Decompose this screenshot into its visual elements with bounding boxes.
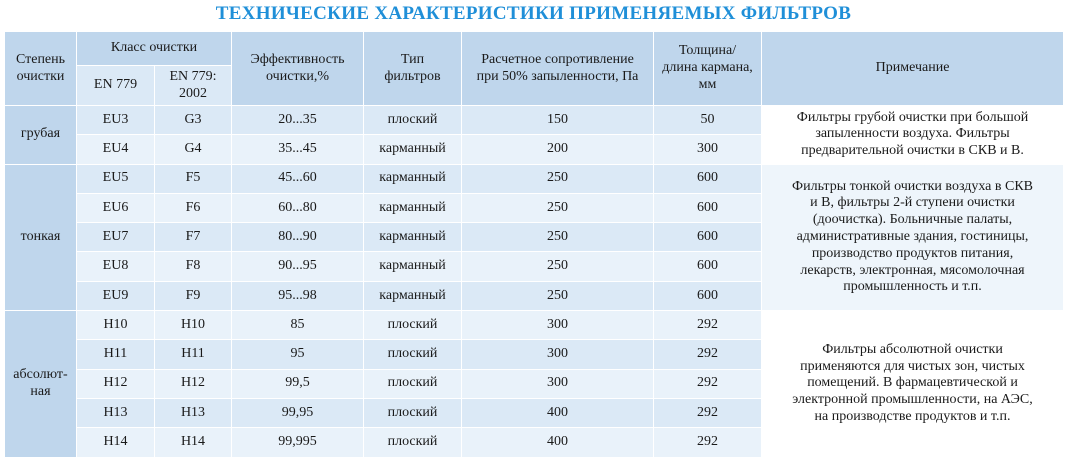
cell-efficiency: 90...95: [232, 252, 364, 281]
cell-efficiency: 80...90: [232, 223, 364, 252]
degree-cell: [5, 106, 77, 165]
cell-line: производство продуктов питания,: [811, 245, 1014, 261]
cell-resistance: 250: [462, 281, 654, 310]
cell-en779-2002: F8: [155, 252, 232, 281]
cell-resistance: 250: [462, 164, 654, 193]
cell-en779-2002: F5: [155, 164, 232, 193]
cell-line: очистки: [16, 68, 65, 84]
cell-thickness: 600: [654, 193, 762, 222]
cell-resistance: 400: [462, 398, 654, 427]
cell-thickness: 292: [654, 311, 762, 340]
cell-line: грубая: [20, 126, 61, 142]
cell-type: плоский: [364, 398, 462, 427]
header-en779-2002: [155, 66, 232, 106]
note-cell: [762, 164, 1064, 310]
cell-line: Примечание: [875, 60, 950, 76]
cell-thickness: 600: [654, 223, 762, 252]
cell-line: Толщина/: [678, 43, 737, 59]
cell-en779: EU7: [77, 223, 155, 252]
page-title: ТЕХНИЧЕСКИЕ ХАРАКТЕРИСТИКИ ПРИМЕНЯЕМЫХ ФИЛЬТРОВ: [215, 3, 852, 24]
header-thickness: [654, 32, 762, 106]
cell-type: плоский: [364, 311, 462, 340]
degree-cell: [5, 164, 77, 310]
cell-thickness: 292: [654, 369, 762, 398]
header-type: [364, 32, 462, 106]
cell-line: помещений. В фармацевтической и: [807, 375, 1018, 391]
cell-line: тонкая: [20, 228, 61, 244]
cell-en779: EU9: [77, 281, 155, 310]
cell-en779-2002: H13: [155, 398, 232, 427]
cell-type: карманный: [364, 135, 462, 164]
cell-efficiency: 99,995: [232, 428, 364, 457]
cell-thickness: 600: [654, 252, 762, 281]
cell-en779-2002: F7: [155, 223, 232, 252]
cell-efficiency: 99,95: [232, 398, 364, 427]
table-row: [5, 164, 1064, 193]
cell-en779: H11: [77, 340, 155, 369]
table-row: [5, 106, 1064, 135]
filters-table: [4, 31, 1064, 458]
cell-type: плоский: [364, 106, 462, 135]
cell-efficiency: 20...35: [232, 106, 364, 135]
cell-resistance: 200: [462, 135, 654, 164]
header-degree: [5, 32, 77, 106]
cell-line: Тип: [400, 51, 425, 67]
cell-en779: H10: [77, 311, 155, 340]
cell-type: карманный: [364, 223, 462, 252]
cell-resistance: 400: [462, 428, 654, 457]
cell-line: запыленности воздуха. Фильтры: [815, 126, 1010, 142]
header-row: [5, 32, 1064, 66]
cell-line: (доочистка). Больничные палаты,: [812, 212, 1013, 228]
header-efficiency: [232, 32, 364, 106]
header-en779: [77, 66, 155, 106]
cell-resistance: 300: [462, 369, 654, 398]
cell-line: Эффективность: [250, 51, 345, 67]
cell-thickness: 292: [654, 428, 762, 457]
cell-efficiency: 35...45: [232, 135, 364, 164]
cell-line: при 50% запыленности, Па: [476, 68, 639, 84]
cell-en779: EU5: [77, 164, 155, 193]
cell-line: применяются для чистых зон, чистых: [800, 358, 1025, 374]
cell-line: фильтров: [384, 68, 441, 84]
cell-type: карманный: [364, 281, 462, 310]
cell-line: Класс очистки: [110, 40, 198, 56]
table-body: [5, 106, 1064, 458]
cell-line: Степень: [15, 51, 66, 67]
cell-line: Фильтры абсолютной очистки: [822, 341, 1003, 357]
cell-type: плоский: [364, 369, 462, 398]
cell-en779-2002: G4: [155, 135, 232, 164]
cell-efficiency: 45...60: [232, 164, 364, 193]
cell-thickness: 600: [654, 164, 762, 193]
cell-en779-2002: G3: [155, 106, 232, 135]
cell-en779: H13: [77, 398, 155, 427]
cell-type: карманный: [364, 193, 462, 222]
cell-line: электронной промышленности, на АЭС,: [792, 392, 1033, 408]
cell-efficiency: 95...98: [232, 281, 364, 310]
cell-type: плоский: [364, 340, 462, 369]
note-cell: [762, 311, 1064, 457]
cell-line: Фильтры грубой очистки при большой: [796, 109, 1029, 125]
cell-type: карманный: [364, 252, 462, 281]
cell-resistance: 300: [462, 340, 654, 369]
cell-line: ная: [30, 383, 51, 399]
degree-cell: [5, 311, 77, 457]
cell-resistance: 150: [462, 106, 654, 135]
header-resistance: [462, 32, 654, 106]
cell-en779-2002: H14: [155, 428, 232, 457]
cell-line: 2002: [179, 85, 207, 101]
cell-type: карманный: [364, 164, 462, 193]
cell-efficiency: 95: [232, 340, 364, 369]
cell-en779-2002: F9: [155, 281, 232, 310]
cell-line: EN 779:: [169, 68, 217, 84]
cell-efficiency: 60...80: [232, 193, 364, 222]
header-class: [77, 32, 232, 66]
cell-line: абсолют-: [13, 367, 68, 383]
cell-line: Расчетное сопротивление: [481, 51, 634, 67]
cell-thickness: 292: [654, 340, 762, 369]
cell-line: очистки,%: [266, 68, 329, 84]
cell-line: предварительной очистки в СКВ и В.: [801, 143, 1024, 159]
cell-line: и В, фильтры 2-й ступени очистки: [810, 195, 1015, 211]
cell-en779-2002: H11: [155, 340, 232, 369]
cell-resistance: 250: [462, 252, 654, 281]
cell-en779-2002: F6: [155, 193, 232, 222]
cell-en779-2002: H12: [155, 369, 232, 398]
cell-line: мм: [698, 76, 717, 92]
cell-thickness: 50: [654, 106, 762, 135]
cell-resistance: 250: [462, 193, 654, 222]
cell-line: на производстве продуктов и т.п.: [814, 409, 1011, 425]
cell-en779: EU8: [77, 252, 155, 281]
cell-thickness: 292: [654, 398, 762, 427]
table-row: [5, 311, 1064, 340]
cell-efficiency: 85: [232, 311, 364, 340]
note-cell: [762, 106, 1064, 165]
cell-type: плоский: [364, 428, 462, 457]
cell-line: лекарств, электронная, мясомолочная: [800, 262, 1025, 278]
cell-en779: H12: [77, 369, 155, 398]
cell-efficiency: 99,5: [232, 369, 364, 398]
cell-line: промышленность и т.п.: [843, 279, 982, 295]
cell-en779-2002: H10: [155, 311, 232, 340]
cell-thickness: 300: [654, 135, 762, 164]
cell-line: административные здания, гостиницы,: [796, 228, 1029, 244]
cell-en779: H14: [77, 428, 155, 457]
header-note: [762, 32, 1064, 106]
cell-line: Фильтры тонкой очистки воздуха в СКВ: [792, 178, 1033, 194]
cell-line: EN 779: [93, 77, 138, 93]
cell-resistance: 300: [462, 311, 654, 340]
cell-en779: EU6: [77, 193, 155, 222]
cell-en779: EU4: [77, 135, 155, 164]
cell-thickness: 600: [654, 281, 762, 310]
cell-en779: EU3: [77, 106, 155, 135]
cell-line: длина кармана,: [662, 60, 753, 76]
cell-resistance: 250: [462, 223, 654, 252]
table-header: [5, 32, 1064, 106]
